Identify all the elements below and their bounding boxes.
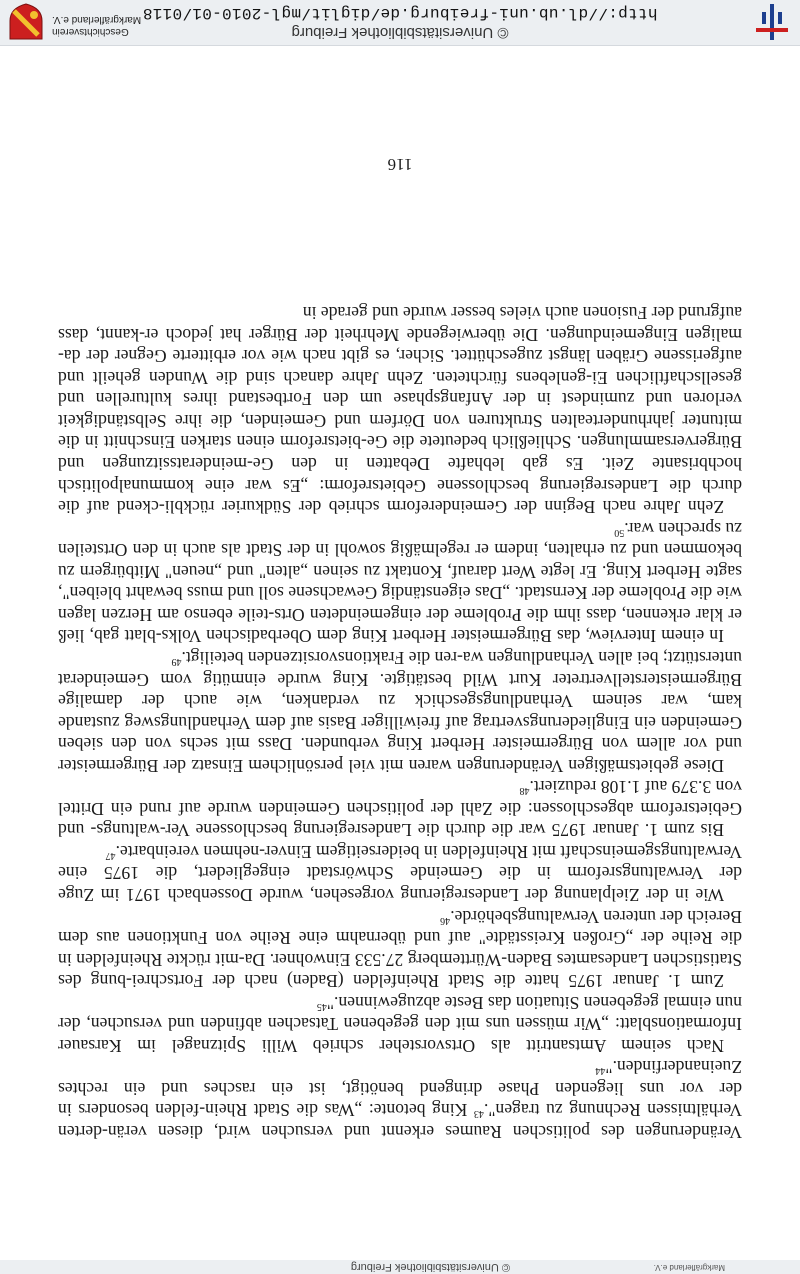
- footnote-ref: 46: [440, 914, 451, 926]
- paragraph: [58, 517, 742, 646]
- paragraph: [58, 840, 742, 905]
- society-line-1: Geschichtsverein: [52, 26, 129, 37]
- paragraph: [58, 302, 742, 517]
- society-line-2: Markgräflerland e.V.: [52, 14, 142, 25]
- library-credit: © Universitätsbibliothek Freiburg: [291, 24, 509, 41]
- footnote-ref: 48: [519, 785, 530, 797]
- paragraph: [58, 646, 742, 775]
- footnote-ref: 43: [473, 1108, 484, 1120]
- paragraph: [58, 905, 742, 991]
- footnote-ref: 50: [614, 526, 625, 538]
- paragraph-text: Zehn Jahre nach Beginn der Gemeindereform schrieb der Südkurier rückbli-ckend auf die durch die Landesregierung beschlossene Gebietsreform: „Es war eine kommunalpolitisch hochbrisante Zeit. Es gab lebhafte Debatten in den Ge-meinderatssitzungen und Bürgerversammlungen. Schließlich bedeutete die Ge-bietsreform einen starken Einschnitt in die mitunter jahrhundertealten Strukturen von Dörfern und Gemeinden, die ihre Selbständigkeit verloren und zumindest in der Anfangsphase um den Fortbestand ihres kulturellen und gesellschaftlichen Ei-genlebens fürchteten. Zehn Jahre danach sind die Wunden geheilt und aufgerissene Gräben längst zugeschüttet. Sicher, es gibt nach wie vor erbitterte Gegner der da-maligen Eingemeindungen. Die überwiegende Mehrheit der Bürger hat jedoch er-kannt, dass aufgrund der Fusionen auch vieles besser wurde und gerade in: [58, 303, 742, 518]
- top-strip-small-text: Markgräflerland e.V.: [653, 1263, 725, 1272]
- footer-banner: [0, 0, 800, 46]
- banner-center: [120, 3, 680, 41]
- page-number: 116: [387, 155, 413, 174]
- ub-freiburg-logo-icon: [750, 2, 794, 42]
- footnote-ref: 47: [105, 849, 116, 861]
- paragraph-text: Bis zum 1. Januar 1975 war die durch die Landesregierung beschlossene Ver-waltungs- und Gebietsreform abgeschlossen: die Zahl der politischen Gemeinden wurde auf rund ein Drittel von 3.379 auf 1.108 reduziert.: [58, 777, 742, 841]
- paragraph: [58, 776, 742, 841]
- paragraph-text: Veränderungen des politischen Raumes erkennt und versuchen wird, diesen verän-derten Verhältnissen Rechnung zu tragen".: [58, 1100, 742, 1142]
- permalink-url[interactable]: http://dl.ub.uni-freiburg.de/diglit/mgl-2010-01/0118: [142, 4, 658, 22]
- top-strip-text: © Universitätsbibliothek Freiburg: [350, 1261, 510, 1273]
- body-text: [58, 302, 742, 1142]
- footnote-ref: 49: [171, 655, 182, 667]
- paragraph-text: Wie in der Zielplanung der Landesregierung vorgesehen, wurde Dossenbach 1971 im Zuge der Verwaltungsreform in die Gemeinde Schwörstadt eingegliedert, die 1975 eine Verwaltungsgemeinschaft mit Rheinfelden in beiderseitigem Einver-nehmen vereinbarte.: [58, 841, 742, 905]
- top-strip: [0, 1260, 800, 1274]
- footnote-ref: 45: [316, 1000, 327, 1012]
- paragraph-text-continued: King betonte: „Was die Stadt Rhein-felden besonders in der vor uns liegenden Phase dringend benötigt, ist ein rasches und ein rechtes Zueinanderfinden.": [58, 1057, 742, 1121]
- paragraph-text: Zum 1. Januar 1975 hatte die Stadt Rheinfelden (Baden) nach der Fortschrei-bung des Statistischen Landesamtes Baden-Württemberg 27.533 Einwohner. Da-mit rückte Rheinfelden in die Reihe der „Großen Kreisstädte" auf und übernahm eine Reihe von Funktionen aus dem Bereich der unteren Verwaltungsbehörde.: [58, 906, 742, 992]
- paragraph-text: In einem Interview, das Bürgermeister Herbert King dem Oberbadischen Volks-blatt gab, ließ er klar erkennen, dass ihm die Probleme der eingemeindeten Orts-teile ebenso am Herzen lagen wie die Probleme der Kernstadt. „Das eigenständig Gewachsene soll und muss bewahrt bleiben", sagte Herbert King. Er legte Wert darauf, Kontakt zu seinen „alten" und „neuen" Mitbürgern zu bekommen und zu erhalten, indem er regelmäßig sowohl in der Stadt als auch in den Ortsteilen zu sprechen war.: [58, 518, 742, 647]
- paragraph: [58, 1056, 742, 1142]
- footnote-ref: 44: [595, 1065, 606, 1077]
- paragraph-text: Diese gebietsmäßigen Veränderungen waren mit viel persönlichem Einsatz der Bürgermeister und vor allem von Bürgermeister Herbert King verbunden. Dass mit sechs von den sieben Gemeinden ein Eingliederungsvertrag auf freiwilliger Basis auf dem Verhandlungsweg zustande kam, war seinem Verhandlungsgeschick zu verdanken, wie auch der damalige Bürgermeisterstellvertreter Kurt Wild bestätigte. King wurde einmütig vom Gemeinderat unterstützt; bei allen Verhandlungen wa-ren die Fraktionsvorsitzenden beteiligt.: [58, 647, 742, 776]
- society-name: [52, 13, 141, 37]
- paragraph-text: Nach seinem Amtsantritt als Ortsvorsteher schrieb Willi Spitznagel im Karsauer Informationsblatt: „Wir müssen uns mit den gegebenen Tatsachen abfinden und versuchen, der nun einmal gegebenen Situation das Beste abzugewinnen.": [58, 992, 742, 1056]
- paragraph: [58, 991, 742, 1056]
- society-crest-icon: [6, 3, 46, 41]
